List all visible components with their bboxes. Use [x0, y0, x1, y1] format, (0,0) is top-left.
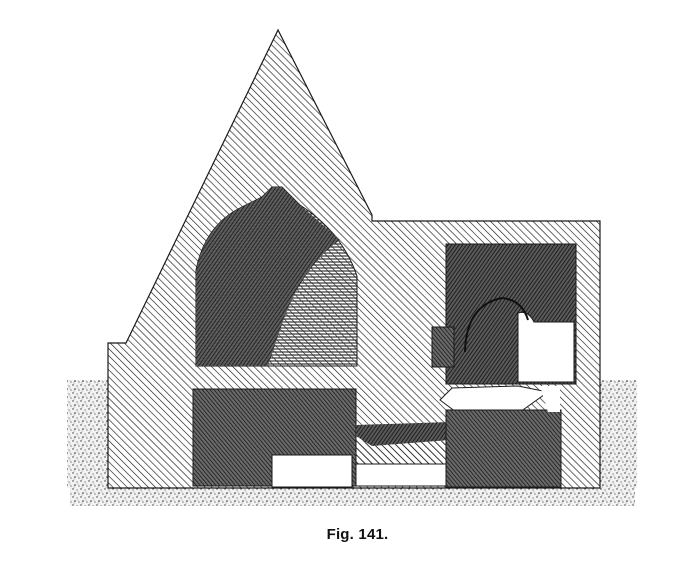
- ground-base: [70, 488, 635, 506]
- ground-right: [600, 380, 637, 488]
- right-upper-white: [518, 312, 574, 382]
- arch-block: [432, 327, 454, 367]
- ground-left: [67, 380, 108, 488]
- lower-left-opening: [272, 455, 352, 487]
- central-opening: [356, 464, 446, 486]
- right-lower-chamber: [446, 410, 561, 487]
- figure-caption: Fig. 141.: [326, 526, 389, 543]
